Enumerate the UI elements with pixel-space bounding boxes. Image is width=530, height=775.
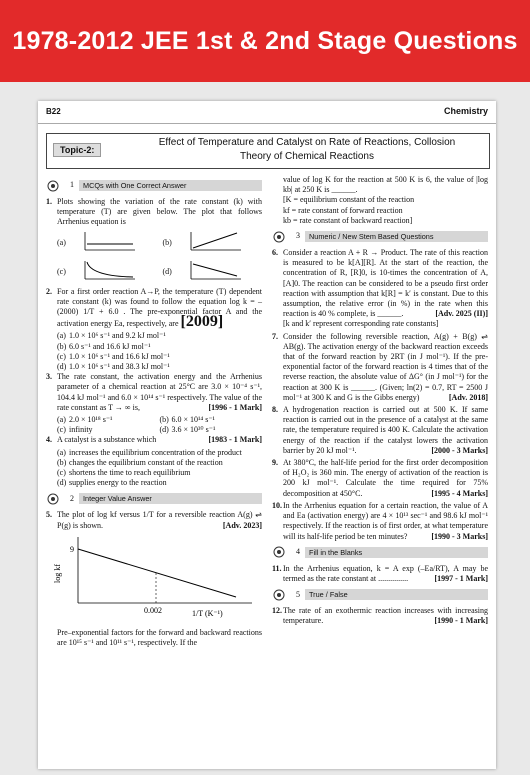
section-icon: [46, 180, 60, 192]
year-tag: [1990 - 3 Marks]: [431, 531, 488, 541]
question-body: Consider a reaction A + R → Product. The rate of this reaction is measured to be k[A][R]. At the start of the reaction, the concentration of R, [R]0, is 10-times the concentration of A, [A]0. The reaction can be considered to be a pseudo first order reaction with assumption that k[R] = k′ is constant. Due to this assumption, the relative error (in %) in the rate when this reaction is 40 % complete, is ______.: [283, 248, 488, 319]
graph-d: [183, 259, 245, 285]
year-tag: [2009]: [180, 313, 224, 331]
graph-b: [183, 230, 245, 256]
option-text: 6.0 × 10¹⁴ s⁻¹: [171, 415, 215, 425]
option: [46, 448, 262, 458]
question-text: [283, 248, 488, 330]
question-4: [46, 435, 262, 445]
year-tag: [1995 - 4 Marks]: [431, 488, 488, 498]
question-number: 10.: [272, 500, 282, 510]
question-number: 9.: [272, 458, 278, 468]
option-text: increases the equilibrium concentration of the product: [69, 447, 242, 457]
question-body: At 380°C, the half-life period for the first order decomposition of H₂O₂ is 360 min. The energy of activation of the reaction is 200 kJ mol⁻¹. Calculate the time required for 75% decomposition at 450°C.: [283, 458, 488, 498]
question-text: [283, 458, 488, 499]
question-number: 1.: [46, 197, 52, 206]
option-label: (d): [159, 425, 169, 435]
banner-title: 1978-2012 JEE 1st & 2nd Stage Questions: [12, 26, 518, 55]
option-label: (d): [57, 478, 67, 488]
question-body: In the Arrhenius equation, k = A exp (–Ea/RT), A may be termed as the rate constant at ...............: [283, 563, 488, 583]
question-number: 8.: [272, 405, 278, 415]
question-number: 12.: [272, 606, 282, 616]
question-11: [272, 564, 488, 584]
page-header: [38, 101, 496, 124]
page-number: B22: [46, 107, 61, 116]
option-label: (a): [57, 237, 66, 247]
year-tag: [Adv. 2025 (II)]: [435, 309, 488, 319]
question-text: [283, 564, 488, 584]
question-number: 11.: [272, 563, 282, 573]
question-1: [46, 197, 262, 228]
option: [46, 458, 262, 468]
option: [46, 331, 262, 341]
question-number: 5.: [46, 510, 52, 520]
section-header: [272, 230, 488, 243]
option-label: (a): [57, 415, 66, 425]
question-number: 7.: [272, 331, 278, 341]
q5-continued-text: value of log K for the reaction at 500 K is 6, the value of |log kb| at 250 K is ______.: [283, 175, 488, 195]
section-icon: [272, 546, 286, 558]
section-header: [272, 588, 488, 601]
section-header: [46, 179, 262, 192]
question-body: Consider the following reversible reaction, A(g) + B(g) ⇌ AB(g). The activation energy of the backward reaction exceeds that of the forward reaction by 2RT (in J mol⁻¹). If the pre-exponential factor of the forward reaction is 4 times that of the reverse reaction, the absolute value of ΔG° (in J mol⁻¹) for the reaction at 300 K is ______. (Given; ln(2) = 0.7, RT = 2500 J mol⁻¹ at 300 K and G is the Gibbs energy): [283, 331, 488, 402]
option-label: (a): [57, 331, 66, 341]
option-b: [163, 230, 263, 256]
question-number: 6.: [272, 248, 278, 258]
q5-continued-text: Pre–exponential factors for the forward and backward reactions are 10¹⁵ s⁻¹ and 10¹¹ s⁻¹, respectively. If the: [57, 628, 262, 648]
question-text: [283, 501, 488, 542]
section-icon: [46, 493, 60, 505]
option-a: [57, 230, 157, 256]
x-tick-label: 0.002: [144, 605, 162, 615]
option: [46, 342, 262, 352]
option-row: [46, 425, 262, 435]
option-text: 6.0 s⁻¹ and 16.6 kJ mol⁻¹: [69, 341, 151, 351]
option-text: changes the equilibrium constant of the reaction: [69, 457, 223, 467]
option: [57, 425, 160, 435]
x-axis-label: 1/T (K⁻¹): [192, 608, 223, 618]
section-icon: [272, 231, 286, 243]
y-axis-label: log kf: [53, 563, 62, 583]
q5-continued: [272, 175, 488, 226]
year-tag: [1996 - 1 Mark]: [208, 402, 262, 412]
question-number: 4.: [46, 435, 52, 445]
question-note: [k and k′ represent corresponding rate constants]: [283, 319, 439, 329]
option-text: 1.0 × 10⁶ s⁻¹ and 9.2 kJ mol⁻¹: [69, 331, 166, 341]
question-body: In the Arrhenius equation for a certain reaction, the value of A and Ea (activation energy) are 4 × 10¹³ sec⁻¹ and 98.6 kJ mol⁻¹ respectively. If the reaction is of first order, at what temperature will its half-life period be ten minutes?: [283, 500, 488, 541]
topic-tag: Topic-2:: [53, 143, 101, 157]
question-text: Plots showing the variation of the rate constant (k) with temperature (T) are given below. The plot that follows Arrhenius equation is: [57, 197, 262, 227]
question-text: [283, 405, 488, 456]
section-header: [272, 546, 488, 559]
option-text: 1.0 × 10⁶ s⁻¹ and 16.6 kJ mol⁻¹: [69, 351, 170, 361]
question-9: [272, 458, 488, 499]
graph-a: [77, 230, 139, 256]
year-tag: [1983 - 1 Mark]: [208, 435, 262, 445]
section-title: Integer Value Answer: [79, 493, 262, 504]
option: [46, 468, 262, 478]
option-label: (a): [57, 447, 66, 457]
year-tag: [1990 - 1 Mark]: [434, 616, 488, 626]
option: [46, 352, 262, 362]
question-6: [272, 248, 488, 330]
question-text: [57, 372, 262, 413]
question-number: 3.: [46, 372, 52, 382]
option-label: (b): [57, 457, 67, 467]
option: [160, 415, 263, 425]
year-tag: [Adv. 2018]: [448, 392, 488, 402]
left-column: [46, 175, 262, 648]
graph-c: [77, 259, 139, 285]
option-label: (b): [162, 237, 172, 247]
q5-note: kf = rate constant of forward reaction: [283, 205, 403, 215]
section-title: MCQs with One Correct Answer: [79, 180, 262, 191]
question-2: [46, 287, 262, 330]
option-label: (c): [57, 468, 66, 478]
question-12: [272, 606, 488, 626]
question-number: 2.: [46, 286, 52, 296]
option-label: (b): [57, 341, 67, 351]
topic-box: [46, 133, 490, 169]
option: [46, 362, 262, 372]
plot-line: [78, 549, 236, 597]
section-header: [46, 492, 262, 505]
section-number: 4: [296, 547, 300, 557]
option-text: 3.6 × 10³⁰ s⁻¹: [171, 425, 216, 435]
option-label: (c): [57, 425, 66, 435]
question-body: A catalyst is a substance which: [57, 435, 157, 445]
question-body: The plot of log kf versus 1/T for a reversible reaction A(g) ⇌ P(g) is shown.: [57, 510, 262, 530]
option-c: [57, 259, 157, 285]
question-8: [272, 405, 488, 456]
option-text: 2.0 × 10¹⁸ s⁻¹: [69, 415, 113, 425]
q5-plot: [46, 533, 262, 625]
question-body: The rate of an exothermic reaction increases with increasing temperature.: [283, 606, 488, 626]
section-icon: [272, 589, 286, 601]
option-label: (c): [57, 266, 66, 276]
section-number: 1: [70, 180, 74, 190]
option-text: infinity: [69, 425, 93, 435]
option: [160, 425, 263, 435]
option-label: (d): [57, 362, 67, 372]
section-title: True / False: [305, 589, 488, 600]
option: [57, 415, 160, 425]
section-number: 2: [70, 493, 74, 503]
question-text: [57, 287, 262, 330]
option-label: (b): [159, 415, 169, 425]
option-text: shortens the time to reach equilibrium: [69, 468, 191, 478]
year-tag: [2000 - 3 Marks]: [431, 445, 488, 455]
topic-title: Effect of Temperature and Catalyst on Rate of Reactions, Collosion Theory of Chemical Reactions: [158, 137, 456, 162]
question-body: For a first order reaction A→P, the temperature (T) dependent rate constant (k) was found to follow the equation log k = – (2000) 1/T + 6.0 . The pre-exponential factor A and the activation energy Ea, respectively, are: [57, 286, 262, 329]
question-body: The rate constant, the activation energy and the Arrhenius parameter of a chemical reaction at 25°C are 3.0 × 10⁻⁴ s⁻¹, 104.4 kJ mol⁻¹ and 6.0 × 10¹⁴ s⁻¹ respectively. The value of the rate constant as T → ∞ is,: [57, 372, 262, 412]
q1-graph-options: [46, 230, 262, 285]
option-text: supplies energy to the reaction: [69, 478, 167, 488]
book-page: [38, 101, 496, 769]
option: [46, 478, 262, 488]
y-tick-label: 9: [70, 544, 74, 554]
q5-note: kb = rate constant of backward reaction]: [283, 215, 413, 225]
option-text: 1.0 × 10⁶ s⁻¹ and 38.3 kJ mol⁻¹: [69, 362, 170, 372]
section-title: Numeric / New Stem Based Questions: [305, 231, 488, 242]
question-7: [272, 332, 488, 403]
subject-label: Chemistry: [443, 106, 488, 116]
section-number: 3: [296, 231, 300, 241]
option-d: [163, 259, 263, 285]
question-body: A hydrogenation reaction is carried out at 500 K. If same reaction is carried out in the presence of a catalyst at the same rate, the temperature required is 400 K. Calculate the activation energy of the reaction if the catalyst lowers the activation barrier by 20 kJ mol⁻¹.: [283, 405, 488, 455]
right-column: [272, 175, 488, 629]
option-row: [46, 415, 262, 425]
question-10: [272, 501, 488, 542]
question-text: [57, 435, 262, 445]
question-5: [46, 510, 262, 530]
option-label: (d): [162, 266, 172, 276]
question-3: [46, 372, 262, 413]
option-label: (c): [57, 351, 66, 361]
title-banner: [0, 0, 530, 82]
year-tag: [1997 - 1 Mark]: [434, 573, 488, 583]
section-title: Fill in the Blanks: [305, 547, 488, 558]
question-text: [283, 606, 488, 626]
year-tag: [Adv. 2023]: [222, 520, 262, 530]
question-text: [57, 510, 262, 530]
q5-note: [K = equilibrium constant of the reaction: [283, 195, 415, 205]
question-text: [283, 332, 488, 403]
section-number: 5: [296, 589, 300, 599]
